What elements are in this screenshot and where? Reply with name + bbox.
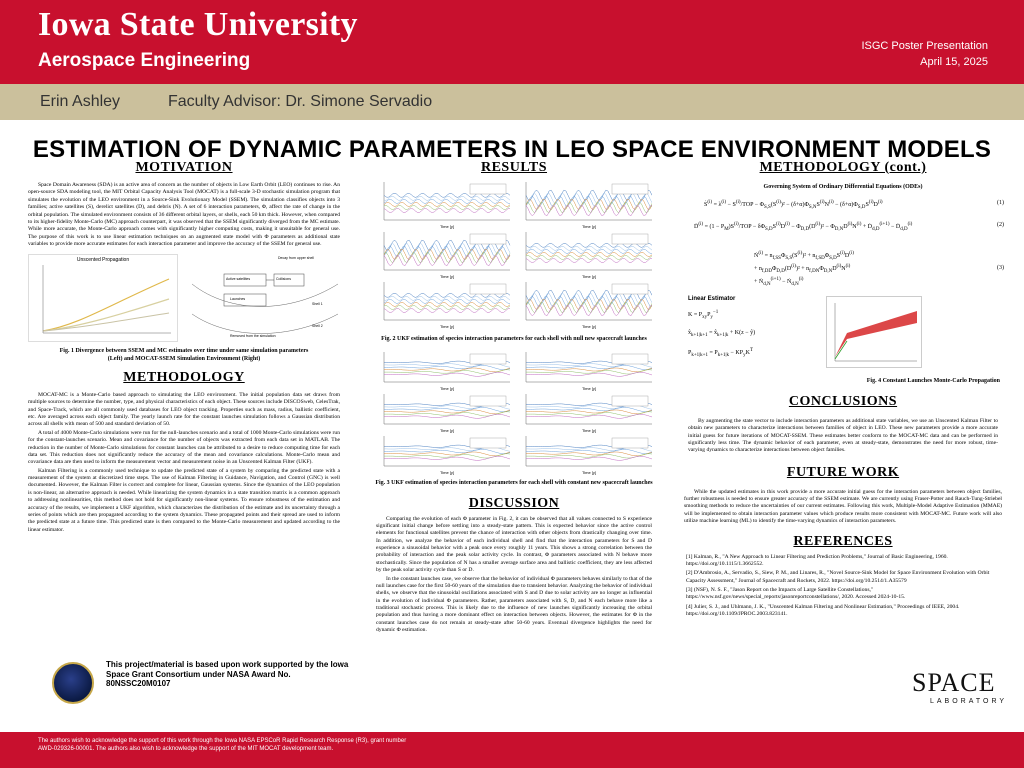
- footer-banner: [0, 732, 1024, 768]
- estimator-gain: $K = P_{xy}P_y^{-1}$: [688, 310, 719, 321]
- fig2-series-line: [384, 199, 510, 203]
- fig2-legend-box: [470, 184, 506, 194]
- fig3-x-axis-label: Time [y]: [439, 427, 455, 433]
- grant-statement: This project/material is based upon work supported by the Iowa Space Grant Consortium under NASA Award No. 80NSSC20M0107: [106, 660, 349, 689]
- equation-1: Ṡ$^{(i)}$ = $\lambda^{(i)} - S^{(i)}/TOP - \Phi_{S,S}(S^{(i)})^2 - (\delta+\alpha)\Phi_{S,N}S^{(i)}N^{(i)} - (\delta+\alpha)\Phi_{S,D}S^{(i)}D^{(i)}$ (1): [704, 200, 1004, 211]
- fig2-legend-box: [470, 234, 506, 244]
- divergence-curves: [29, 255, 177, 341]
- fig3-series-line: [526, 407, 652, 411]
- unscented-propagation-plot: [28, 254, 178, 342]
- diagram-label-shell2: Shell 2: [312, 324, 323, 329]
- fig3-x-axis-label: Time [y]: [581, 385, 597, 391]
- fig2-subplot: [526, 232, 652, 279]
- fig3-legend-box: [470, 354, 506, 364]
- university-wordmark: Iowa State University: [38, 6, 358, 43]
- future-work-paragraph: While the updated estimates in this work provide a more accurate initial guess for the interaction parameters between object families, further robustness is needed to ensure greater accuracy of the SSEM estimate. We are currently using Fraser-Potter and Rauch-Tung-Striebel smoothing methods to reduce the uncertainties of our current estimates. Following this work, Multiple-Model Adaptive Estimation (MMAE) will be implemented to obtain interaction parameter values which produce results more consistent with MOCAT-MC. Future work will also utilize machine learning (ML) to identify the time-varying dynamics of interaction parameters.: [684, 488, 1002, 525]
- motivation-text: [14, 182, 354, 248]
- conclusions-paragraph: By augmenting the state vector to include interaction parameters as additional state variables, we use an Unscented Kalman Filter to obtain new parameters to characterize interactions between families of object in LEO. These new parameters provide a more accurate initial guess for future iterations of MOCAT-SSEM. These estimates better conform to the MOCAT-MC data and can be performed in significantly less time. The dynamic behavior of each parameter, even at steady-state, demonstrates the need for more robust, time-varying dynamics to characterize interactions between object families.: [688, 417, 998, 454]
- estimator-update: $x̂_{k+1|k+1}$ = $x̂_{k+1|k} + K(z$ − ŷ): [688, 330, 756, 339]
- fig3-series-line: [526, 452, 652, 456]
- methodology-text: [14, 392, 354, 534]
- reference-item: [2] D'Ambrosio, A., Servadio, S., Siew, P. M., and Linares, R., "Novel Source-Sink Model for Space Environment Evolution with Orbit Capacity Assessment," Journal of Spacecraft and Rockets, 2022. https://doi.org/10.2514/1.A35579: [686, 570, 990, 584]
- estimator-covariance: $P_{k+1|k+1} = P_{k+1|k} - KP_yK^T$: [688, 348, 754, 359]
- fig2-series-line: [526, 193, 652, 204]
- discussion-text: [368, 516, 660, 635]
- figure-4-caption: Fig. 4 Constant Launches Monte-Carlo Propagation: [866, 378, 1000, 384]
- methodology-paragraph: MOCAT-MC is a Monte-Carlo based approach to simulating the LEO environment. The initial population data set draws from multiple sources to determine the number, type, and physical characteristics of each object. These sources include DISCOSweb, CelesTrak, and Space-Track, which are all commonly used databases for LEO object tracking. Properties such as mass, radius, ballistic coefficient, etc. Are averaged across each object family. The yearly launch rate for the constant launches simulation follows a Gaussian distribution across all shells with mean of 500 and standard deviation of 50.: [28, 391, 341, 428]
- fig3-series-line: [526, 365, 652, 369]
- fig2-legend-box: [470, 284, 506, 294]
- acknowledgment-text: The authors wish to acknowledge the support of this work through the Iowa NASA EPSCoR Rapid Research Response (R3), grant number AWD-029326-00001. The authors also wish to acknowledge the support of the MIT MOCAT development team.: [38, 738, 407, 753]
- figure-3-caption: Fig. 3 UKF estimation of species interaction parameters for each shell with constant new spacecraft launches: [375, 479, 653, 486]
- reference-item: [1] Kalman, R., "A New Approach to Linear Filtering and Prediction Problems," Journal of Basic Engineering, 1960. https://doi.org/10.1115/1.3662552.: [686, 553, 948, 567]
- fig2-series-line: [526, 249, 652, 253]
- fig3-series-line: [526, 368, 652, 372]
- figure-1-caption: Fig. 1 Divergence between SSEM and MC estimates over time under same simulation parameters (Left) and MOCAT-SSEM Simulation Environment (Right): [59, 348, 309, 363]
- methodology-paragraph: A total of 4000 Monte-Carlo simulations were run for the null-launches scenario and a total of 1000 Monte-Carlo simulations were run for the constant-launches scenario. Mean and covariance for the number of objects was extracted from each data set in MATLAB. The reduction in the number of Monte-Carlo simulations for constant launches can be attributed to a desire to reduce computing time for each data set. This reduction does not significantly reduce the accuracy of the mean and covariance calculations. Monte-Carlo mean and covariance data are then used to inform the measurement vector and measurement noise in an Unscented Kalman Filter (UKF).: [28, 429, 340, 466]
- figure-3: [376, 348, 652, 478]
- fig2-legend-box: [612, 234, 648, 244]
- left-column: [14, 160, 354, 730]
- fig3-x-axis-label: Time [y]: [581, 427, 597, 433]
- ode-equations: [674, 200, 1012, 290]
- unscented-propagation-title: Unscented Propagation: [76, 257, 130, 264]
- fig2-series-line: [384, 202, 510, 206]
- conclusions-text: [674, 418, 1012, 455]
- fig3-series-line: [384, 365, 510, 369]
- fig2-subplot: [384, 282, 510, 329]
- fig4-plot: [826, 296, 922, 368]
- diagram-label-decay: Decay from upper shell: [278, 256, 314, 261]
- fig2-legend-box: [612, 184, 648, 194]
- equation-3-number: (3): [997, 265, 1004, 271]
- fig3-series-line: [384, 449, 510, 453]
- discussion-heading: DISCUSSION: [468, 495, 560, 511]
- diagram-label-removed: Removed from the simulation: [230, 334, 276, 339]
- equation-2: Ḋ$^{(i)}$ = $(1 - P_M)S^{(i)}$/TOP − $\delta\Phi_{S,D}S^{(i)}D^{(i)} - \Phi_{D,D}(D^{(i)})^2 - \Phi_{D,N}D^{(i)}N^{(i)}$ + Ḋ$_{d,D}^{(i+1)}$ − Ḋ$_{d,D}^{(i)}$ (2): [694, 222, 1004, 233]
- diagram-label-collisions: Collisions: [276, 277, 291, 282]
- fig3-legend-box: [470, 396, 506, 406]
- fig3-legend-box: [612, 354, 648, 364]
- fig2-subplot: [526, 282, 652, 329]
- fig2-x-axis-label: Time [y]: [439, 274, 455, 279]
- fig3-series-line: [384, 452, 510, 456]
- fig3-subplot: [526, 436, 652, 475]
- methodology-paragraph: Kalman Filtering is a commonly used technique to update the predicted state of a system by comparing the predicted state with a measurement of the system at discretized time steps. The use of Kalman Filtering in Guidance, Navigation, and Control (GNC) is well documented. However, the Kalman Filter is correct and complete for linear, Gaussian systems. Since the dynamics of the LEO population is non-linear, an alternative approach is needed. While linearizing the system dynamics in a state transition matrix is a common approach to addressing nonlinearities, this method does not hold for significantly non-linear systems. To ensure robustness of the estimation and accuracy of the results, we implement a UKF algorithm, which characterizes the distribution of the estimate and its uncertainty through a series of points which are then propagated according to the system dynamics. These propagated points and their spread are used to inform the predicted state at a future time. This predicted state is then compared to the Monte-Carlo measurement and updated according to the linear estimator.: [28, 467, 340, 533]
- fig3-x-axis-label: Time [y]: [581, 469, 597, 475]
- fig3-x-axis-label: Time [y]: [439, 385, 455, 391]
- fig2-null-launches-grid: [376, 178, 652, 334]
- diagram-label-launches: Launches: [230, 297, 246, 302]
- fig2-series-line: [384, 299, 510, 303]
- references-heading: REFERENCES: [793, 533, 893, 549]
- fig2-series-line: [384, 302, 510, 306]
- author-name: Erin Ashley: [40, 93, 121, 110]
- space-lab-logo: [912, 668, 1022, 712]
- motivation-paragraph: Space Domain Awareness (SDA) is an active area of concern as the number of objects in Low Earth Orbit (LEO) continues to rise. An open-source SDA modeling tool, the MIT Orbital Capacity Analysis Tool (MOCAT) is a full-scale 3-D stochastic simulation program that simulates the evolution of the LEO environment in a Source-Sink Evolutionary Model (SSEM). The simulation classifies objects into 3 families; active satellites (S), derelict satellites (D), and debris (N). A set of 6 interaction parameters, Φ, affect the rate of change in the orbital population. The simulated environment consists of 36 different orbital layers, or shells, each 50 km thick. However, when compared to its higher-fidelity Monte-Carlo (MC) approach counterpart, it was observed that the SSEM significantly diverged from the MC estimate. While more accurate, the Monte-Carlo approach comes with significantly higher computing costs, making it unsuitable for general use. The purpose of this work is to use linear estimation techniques on an augmented state model with Φ parameters as additional state variables to provide more accurate estimates for each interaction parameter and improve the accuracy of the SSEM for general use.: [28, 182, 340, 247]
- author-bar: [0, 84, 1024, 120]
- equation-2-number: (2): [997, 222, 1004, 228]
- fig3-subplot: [384, 352, 510, 391]
- fig3-subplot: [384, 436, 510, 475]
- fig3-x-axis-label: Time [y]: [439, 469, 455, 475]
- results-heading: RESULTS: [480, 160, 548, 175]
- header-banner: [0, 0, 1024, 84]
- department-name: Aerospace Engineering: [38, 50, 251, 71]
- future-work-text: [674, 489, 1012, 526]
- right-column: [674, 160, 1012, 730]
- fig3-subplot: [384, 394, 510, 433]
- space-lab-subtitle: LABORATORY: [930, 698, 1008, 705]
- linear-estimator-title: Linear Estimator: [688, 296, 736, 302]
- figure-1: [28, 254, 340, 344]
- iowa-space-grant-logo: [52, 662, 94, 704]
- advisor-name: Faculty Advisor: Dr. Simone Servadio: [168, 93, 433, 110]
- fig2-x-axis-label: Time [y]: [439, 324, 455, 329]
- fig3-series-line: [384, 368, 510, 372]
- fig3-series-line: [384, 410, 510, 414]
- fig2-series-line: [384, 243, 510, 254]
- figure-2: [376, 178, 652, 334]
- fig2-x-axis-label: Time [y]: [581, 274, 597, 279]
- diagram-label-shell1: Shell 1: [312, 302, 323, 307]
- space-lab-wordmark: SPACE: [912, 668, 996, 697]
- motivation-heading: MOTIVATION: [135, 160, 233, 175]
- fig3-legend-box: [612, 438, 648, 448]
- fig2-series-line: [526, 293, 652, 304]
- fig2-subplot: [526, 182, 652, 229]
- linear-estimator-block: [688, 296, 818, 359]
- fig3-series-line: [384, 407, 510, 411]
- fig4-monte-carlo-curve: [827, 297, 921, 367]
- estimator-and-fig4: [674, 296, 1012, 378]
- references-list: [674, 554, 1012, 619]
- fig2-x-axis-label: Time [y]: [439, 224, 455, 229]
- fig2-x-axis-label: Time [y]: [581, 324, 597, 329]
- fig2-subplot: [384, 232, 510, 279]
- discussion-paragraph: In the constant launches case, we observe that the behavior of individual Φ parameters behaves similarly to that of the null launches case for the first 50-60 years of the simulation due to transient behavior. Analyzing the behavior of individual shells, we observe that the sinusoidal oscillations associated with S and D due to solar activity are no longer as influential in the evolution of individual Φ parameters. Rather, parameters associated with S, D, and N each behave more like a traditional stochastic process. This is likely due to the influence of new launches significantly increasing the orbital population and thus having a more dominant effect on interaction between objects. However, the estimates for Φ in the constant launches case do not remain at steady-state after 50-60 years. Eventual divergence highlights the need for dynamic Φ estimation.: [376, 575, 652, 634]
- fig3-legend-box: [612, 396, 648, 406]
- methodology-cont-heading: METHODOLOGY (cont.): [759, 160, 927, 175]
- equation-1-number: (1): [997, 200, 1004, 206]
- poster-title: ESTIMATION OF DYNAMIC PARAMETERS IN LEO SPACE ENVIRONMENT MODELS: [32, 136, 992, 163]
- event-date: April 15, 2025: [920, 56, 988, 68]
- discussion-paragraph: Comparing the evolution of each Φ parameter in Fig. 2, it can be observed that all values connected to S experience significant initial change before settling into a steady-state pattern. This is expected behavior since the active control elements for functional satellites prevent the chance of interaction with other objects from drastically changing over time. In addition, we analyze the behavior of each individual shell and find that the interaction parameters for S and D experience a sinusoidal behavior with a peak once every roughly 11 years. This shows a strong correlation between the probability of interaction and the peak solar activity cycle. In contrast, Φ parameters associated with N behave more stochastically. Since the population of N has a smaller average surface area and ballistic coefficient, they are less affected by the peak solar activity cycle than S or D.: [376, 515, 652, 574]
- ode-title: Governing System of Ordinary Differential Equations (ODEs): [763, 184, 923, 190]
- fig2-series-line: [526, 252, 652, 256]
- conclusions-heading: CONCLUSIONS: [788, 393, 898, 409]
- reference-item: [3] (NSF), N. S. F., "Jason Report on the Impacts of Large Satellite Constellations," https://www.nsf.gov/news/special_reports/jasonreportconstellations/, 2020. Accessed 2024-10-15.: [686, 587, 906, 601]
- fig3-series-line: [526, 449, 652, 453]
- middle-column: [368, 160, 660, 730]
- fig2-subplot: [384, 182, 510, 229]
- fig3-series-line: [526, 410, 652, 414]
- fig2-legend-box: [612, 284, 648, 294]
- fig3-subplot: [526, 394, 652, 433]
- fig3-constant-launches-grid: [376, 348, 652, 478]
- figure-2-caption: Fig. 2 UKF estimation of species interaction parameters for each shell with null new spacecraft launches: [381, 336, 647, 342]
- reference-item: [4] Julier, S. J., and Uhlmann, J. K., "Unscented Kalman Filtering and Nonlinear Estimation," Proceedings of IEEE, 2004. https://doi.org/10.1109/JPROC.2003.823141.: [686, 603, 960, 618]
- event-name: ISGC Poster Presentation: [861, 40, 988, 52]
- simulation-environment-diagram: [190, 254, 340, 342]
- fig3-subplot: [526, 352, 652, 391]
- methodology-heading: METHODOLOGY: [123, 369, 245, 385]
- equation-3: Ṅ$^{(i)}$ = $n_{f,SS}\Phi_{S,S}(S^{(i)})^2 + n_{f,SD}\Phi_{S,D}S^{(i)}D^{(i)}$ + $n_{f,DD}\Phi_{D,D}(D^{(i)})^2 + n_{f,DN}\Phi_{D,N}D^{(i)}N^{(i)}$ + Ṅ$_{d,N}^{(i+1)}$ − Ṅ$_{d,N}^{(i)}$ (3): [754, 251, 1004, 288]
- mocat-ssem-diagram: [190, 254, 340, 342]
- diagram-label-active: Active satellites: [226, 277, 251, 282]
- future-work-heading: FUTURE WORK: [786, 464, 900, 480]
- fig3-legend-box: [470, 438, 506, 448]
- fig2-x-axis-label: Time [y]: [581, 224, 597, 229]
